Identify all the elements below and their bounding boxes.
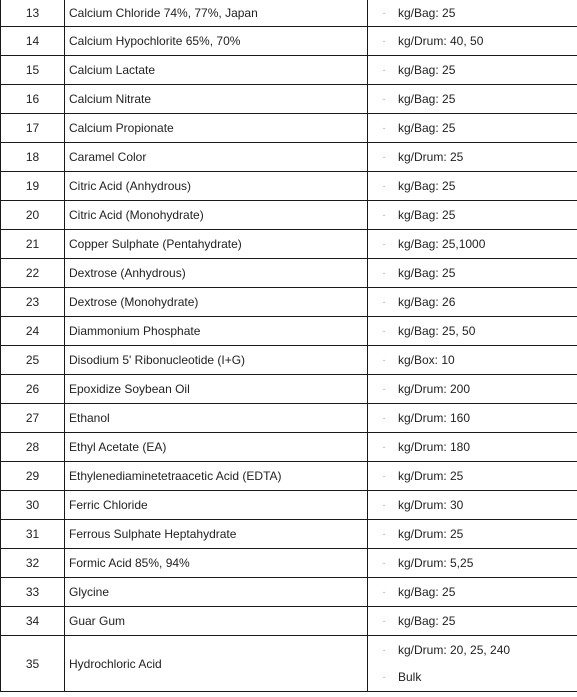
packaging-cell	[368, 0, 577, 27]
table-row	[1, 0, 577, 27]
packaging-line	[368, 259, 577, 287]
row-number: 22	[1, 259, 65, 288]
packaging-line	[368, 172, 577, 200]
packaging-line	[368, 433, 577, 461]
bullet-icon: ·	[382, 412, 386, 424]
packaging-line	[368, 520, 577, 548]
table-row	[1, 143, 577, 172]
table-row	[1, 636, 577, 692]
packaging-cell	[368, 114, 577, 143]
packaging-cell	[368, 317, 577, 346]
packaging-cell	[368, 27, 577, 56]
bullet-icon: ·	[382, 93, 386, 105]
packaging-text: kg/Bag: 25	[398, 614, 456, 628]
bullet-icon: ·	[382, 267, 386, 279]
packaging-line	[368, 404, 577, 432]
packaging-cell	[368, 636, 577, 692]
packaging-cell	[368, 549, 577, 578]
packaging-text: kg/Drum: 20, 25, 240	[398, 643, 511, 657]
product-name: Caramel Color	[65, 143, 368, 172]
packaging-line	[368, 201, 577, 229]
packaging-text: kg/Bag: 25	[398, 92, 456, 106]
packaging-line	[368, 143, 577, 171]
table-row	[1, 259, 577, 288]
table-row	[1, 114, 577, 143]
bullet-icon: ·	[382, 528, 386, 540]
packaging-text: kg/Bag: 25, 50	[398, 324, 476, 338]
packaging-text: kg/Bag: 25	[398, 6, 456, 20]
bullet-icon: ·	[382, 296, 386, 308]
packaging-cell	[368, 346, 577, 375]
product-name: Ethyl Acetate (EA)	[65, 433, 368, 462]
packaging-line	[368, 346, 577, 374]
bullet-icon: ·	[382, 671, 386, 683]
packaging-cell	[368, 259, 577, 288]
product-name: Guar Gum	[65, 607, 368, 636]
packaging-cell	[368, 375, 577, 404]
packaging-line	[368, 230, 577, 258]
packaging-cell	[368, 520, 577, 549]
packaging-cell	[368, 201, 577, 230]
row-number: 25	[1, 346, 65, 375]
packaging-line	[368, 85, 577, 113]
product-table-body	[1, 0, 577, 692]
packaging-cell	[368, 462, 577, 491]
packaging-text: kg/Drum: 25	[398, 150, 464, 164]
packaging-text: kg/Bag: 25	[398, 585, 456, 599]
row-number: 24	[1, 317, 65, 346]
packaging-text: kg/Drum: 180	[398, 440, 471, 454]
product-name: Disodium 5' Ribonucleotide (I+G)	[65, 346, 368, 375]
product-name: Ferric Chloride	[65, 491, 368, 520]
bullet-icon: ·	[382, 238, 386, 250]
table-row	[1, 56, 577, 85]
packaging-text: kg/Bag: 25	[398, 266, 456, 280]
packaging-cell	[368, 230, 577, 259]
row-number: 17	[1, 114, 65, 143]
packaging-text: kg/Drum: 40, 50	[398, 34, 484, 48]
product-name: Calcium Chloride 74%, 77%, Japan	[65, 0, 368, 27]
bullet-icon: ·	[382, 35, 386, 47]
row-number: 28	[1, 433, 65, 462]
row-number: 35	[1, 636, 65, 692]
bullet-icon: ·	[382, 586, 386, 598]
bullet-icon: ·	[382, 557, 386, 569]
row-number: 33	[1, 578, 65, 607]
row-number: 30	[1, 491, 65, 520]
table-row	[1, 172, 577, 201]
row-number: 14	[1, 27, 65, 56]
table-row	[1, 520, 577, 549]
row-number: 34	[1, 607, 65, 636]
bullet-icon: ·	[382, 499, 386, 511]
row-number: 31	[1, 520, 65, 549]
packaging-line	[368, 27, 577, 55]
packaging-cell	[368, 433, 577, 462]
packaging-line	[368, 288, 577, 316]
packaging-line	[368, 317, 577, 345]
packaging-cell	[368, 172, 577, 201]
packaging-text: kg/Bag: 25,1000	[398, 237, 486, 251]
bullet-icon: ·	[382, 64, 386, 76]
packaging-line	[368, 56, 577, 84]
packaging-text: kg/Bag: 25	[398, 208, 456, 222]
packaging-cell	[368, 143, 577, 172]
table-row	[1, 317, 577, 346]
packaging-line	[368, 491, 577, 519]
table-row	[1, 433, 577, 462]
product-name: Diammonium Phosphate	[65, 317, 368, 346]
packaging-text: kg/Bag: 26	[398, 295, 456, 309]
table-row	[1, 230, 577, 259]
row-number: 13	[1, 0, 65, 27]
row-number: 23	[1, 288, 65, 317]
product-name: Dextrose (Monohydrate)	[65, 288, 368, 317]
packaging-line	[368, 607, 577, 635]
table-row	[1, 491, 577, 520]
product-name: Calcium Nitrate	[65, 85, 368, 114]
packaging-line	[368, 0, 577, 26]
packaging-text: kg/Drum: 25	[398, 527, 464, 541]
product-name: Citric Acid (Anhydrous)	[65, 172, 368, 201]
packaging-text: kg/Bag: 25	[398, 63, 456, 77]
bullet-icon: ·	[382, 209, 386, 221]
bullet-icon: ·	[382, 354, 386, 366]
product-name: Hydrochloric Acid	[65, 636, 368, 692]
product-name: Epoxidize Soybean Oil	[65, 375, 368, 404]
packaging-text: kg/Drum: 160	[398, 411, 471, 425]
packaging-line	[368, 375, 577, 403]
product-name: Calcium Hypochlorite 65%, 70%	[65, 27, 368, 56]
packaging-line	[368, 664, 577, 691]
bullet-icon: ·	[382, 615, 386, 627]
table-row	[1, 201, 577, 230]
packaging-text: kg/Drum: 5,25	[398, 556, 474, 570]
bullet-icon: ·	[382, 180, 386, 192]
product-name: Ferrous Sulphate Heptahydrate	[65, 520, 368, 549]
table-row	[1, 375, 577, 404]
bullet-icon: ·	[382, 441, 386, 453]
packaging-cell	[368, 607, 577, 636]
bullet-icon: ·	[382, 470, 386, 482]
packaging-cell	[368, 578, 577, 607]
bullet-icon: ·	[382, 151, 386, 163]
table-row	[1, 462, 577, 491]
packaging-text: kg/Bag: 25	[398, 179, 456, 193]
row-number: 32	[1, 549, 65, 578]
table-row	[1, 288, 577, 317]
row-number: 19	[1, 172, 65, 201]
packaging-cell	[368, 56, 577, 85]
packaging-line	[368, 462, 577, 490]
bullet-icon: ·	[382, 122, 386, 134]
packaging-text: kg/Drum: 30	[398, 498, 464, 512]
packaging-text: kg/Drum: 25	[398, 469, 464, 483]
bullet-icon: ·	[382, 7, 386, 19]
table-row	[1, 346, 577, 375]
packaging-text: kg/Drum: 200	[398, 382, 471, 396]
table-row	[1, 27, 577, 56]
bullet-icon: ·	[382, 325, 386, 337]
packaging-line	[368, 578, 577, 606]
table-row	[1, 549, 577, 578]
product-name: Ethanol	[65, 404, 368, 433]
bullet-icon: ·	[382, 383, 386, 395]
product-name: Citric Acid (Monohydrate)	[65, 201, 368, 230]
bullet-icon: ·	[382, 644, 386, 656]
product-name: Calcium Lactate	[65, 56, 368, 85]
table-row	[1, 85, 577, 114]
product-name: Dextrose (Anhydrous)	[65, 259, 368, 288]
packaging-cell	[368, 85, 577, 114]
product-name: Calcium Propionate	[65, 114, 368, 143]
packaging-cell	[368, 288, 577, 317]
packaging-text: Bulk	[398, 670, 422, 684]
packaging-line	[368, 114, 577, 142]
row-number: 26	[1, 375, 65, 404]
product-name: Formic Acid 85%, 94%	[65, 549, 368, 578]
row-number: 20	[1, 201, 65, 230]
row-number: 21	[1, 230, 65, 259]
packaging-cell	[368, 491, 577, 520]
table-row	[1, 578, 577, 607]
packaging-line	[368, 637, 577, 664]
row-number: 15	[1, 56, 65, 85]
row-number: 16	[1, 85, 65, 114]
packaging-text: kg/Box: 10	[398, 353, 455, 367]
table-row	[1, 404, 577, 433]
packaging-cell	[368, 404, 577, 433]
table-row	[1, 607, 577, 636]
row-number: 27	[1, 404, 65, 433]
row-number: 18	[1, 143, 65, 172]
row-number: 29	[1, 462, 65, 491]
packaging-text: kg/Bag: 25	[398, 121, 456, 135]
product-name: Ethylenediaminetetraacetic Acid (EDTA)	[65, 462, 368, 491]
packaging-line	[368, 549, 577, 577]
product-name: Glycine	[65, 578, 368, 607]
product-name: Copper Sulphate (Pentahydrate)	[65, 230, 368, 259]
